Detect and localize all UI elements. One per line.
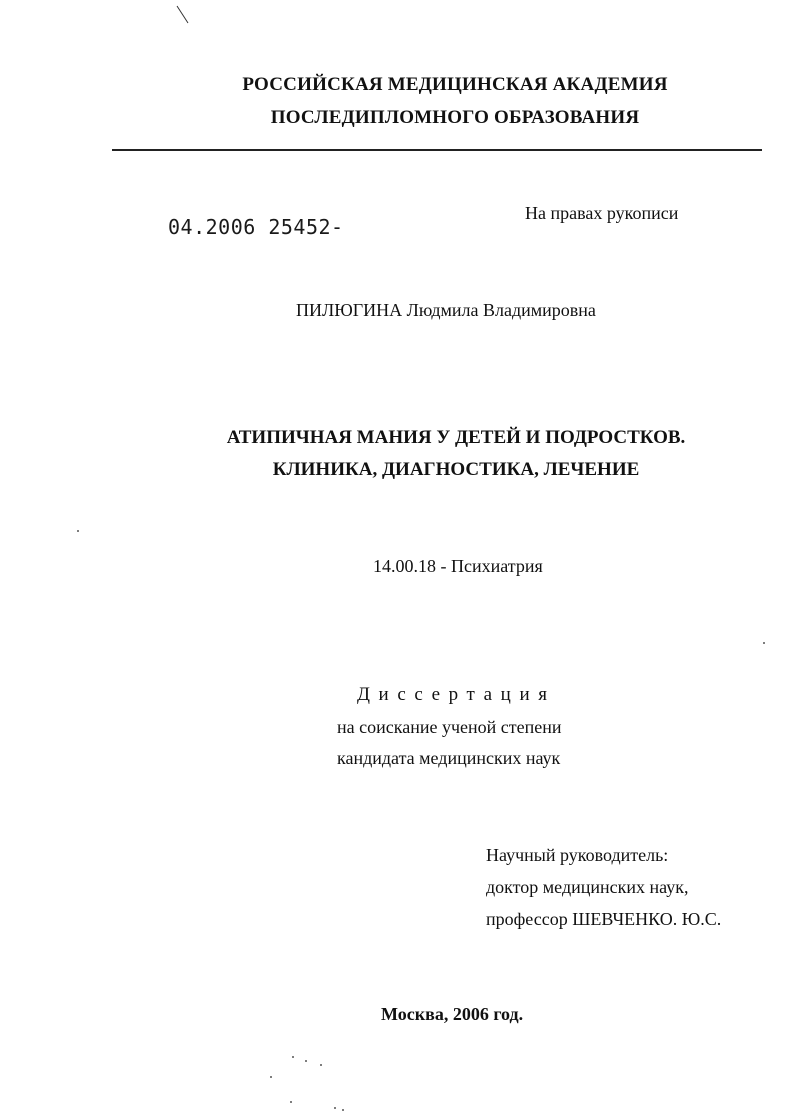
document-type: Диссертация	[357, 684, 556, 705]
supervisor-name: профессор ШЕВЧЕНКО. Ю.С.	[486, 909, 722, 929]
dissertation-title-line2: КЛИНИКА, ДИАГНОСТИКА, ЛЕЧЕНИЕ	[272, 459, 640, 480]
scan-speck	[77, 530, 79, 532]
place-and-year: Москва, 2006 год.	[381, 1004, 524, 1024]
degree-line1: на соискание ученой степени	[337, 717, 562, 737]
scan-speck	[290, 1101, 292, 1103]
scan-speck	[292, 1056, 294, 1058]
institution-name-line1: РОССИЙСКАЯ МЕДИЦИНСКАЯ АКАДЕМИЯ	[242, 74, 668, 95]
header-divider	[112, 149, 762, 151]
manuscript-rights-note: На правах рукописи	[525, 203, 679, 223]
institution-name-line2: ПОСЛЕДИПЛОМНОГО ОБРАЗОВАНИЯ	[270, 107, 640, 128]
author-name: ПИЛЮГИНА Людмила Владимировна	[296, 300, 596, 320]
library-stamp-number: 04.2006 25452-	[168, 215, 344, 239]
dissertation-title-line1: АТИПИЧНАЯ МАНИЯ У ДЕТЕЙ И ПОДРОСТКОВ.	[226, 427, 686, 448]
scan-speck	[763, 642, 765, 644]
supervisor-heading: Научный руководитель:	[486, 845, 669, 865]
supervisor-title: доктор медицинских наук,	[486, 877, 689, 897]
degree-line2: кандидата медицинских наук	[337, 748, 561, 768]
scan-artifact-mark	[176, 5, 190, 25]
scan-speck	[270, 1076, 272, 1078]
scan-speck	[305, 1060, 307, 1062]
scan-speck	[334, 1107, 336, 1109]
scan-speck	[320, 1064, 322, 1066]
specialty-code: 14.00.18 - Психиатрия	[373, 556, 543, 576]
scan-speck	[342, 1109, 344, 1111]
